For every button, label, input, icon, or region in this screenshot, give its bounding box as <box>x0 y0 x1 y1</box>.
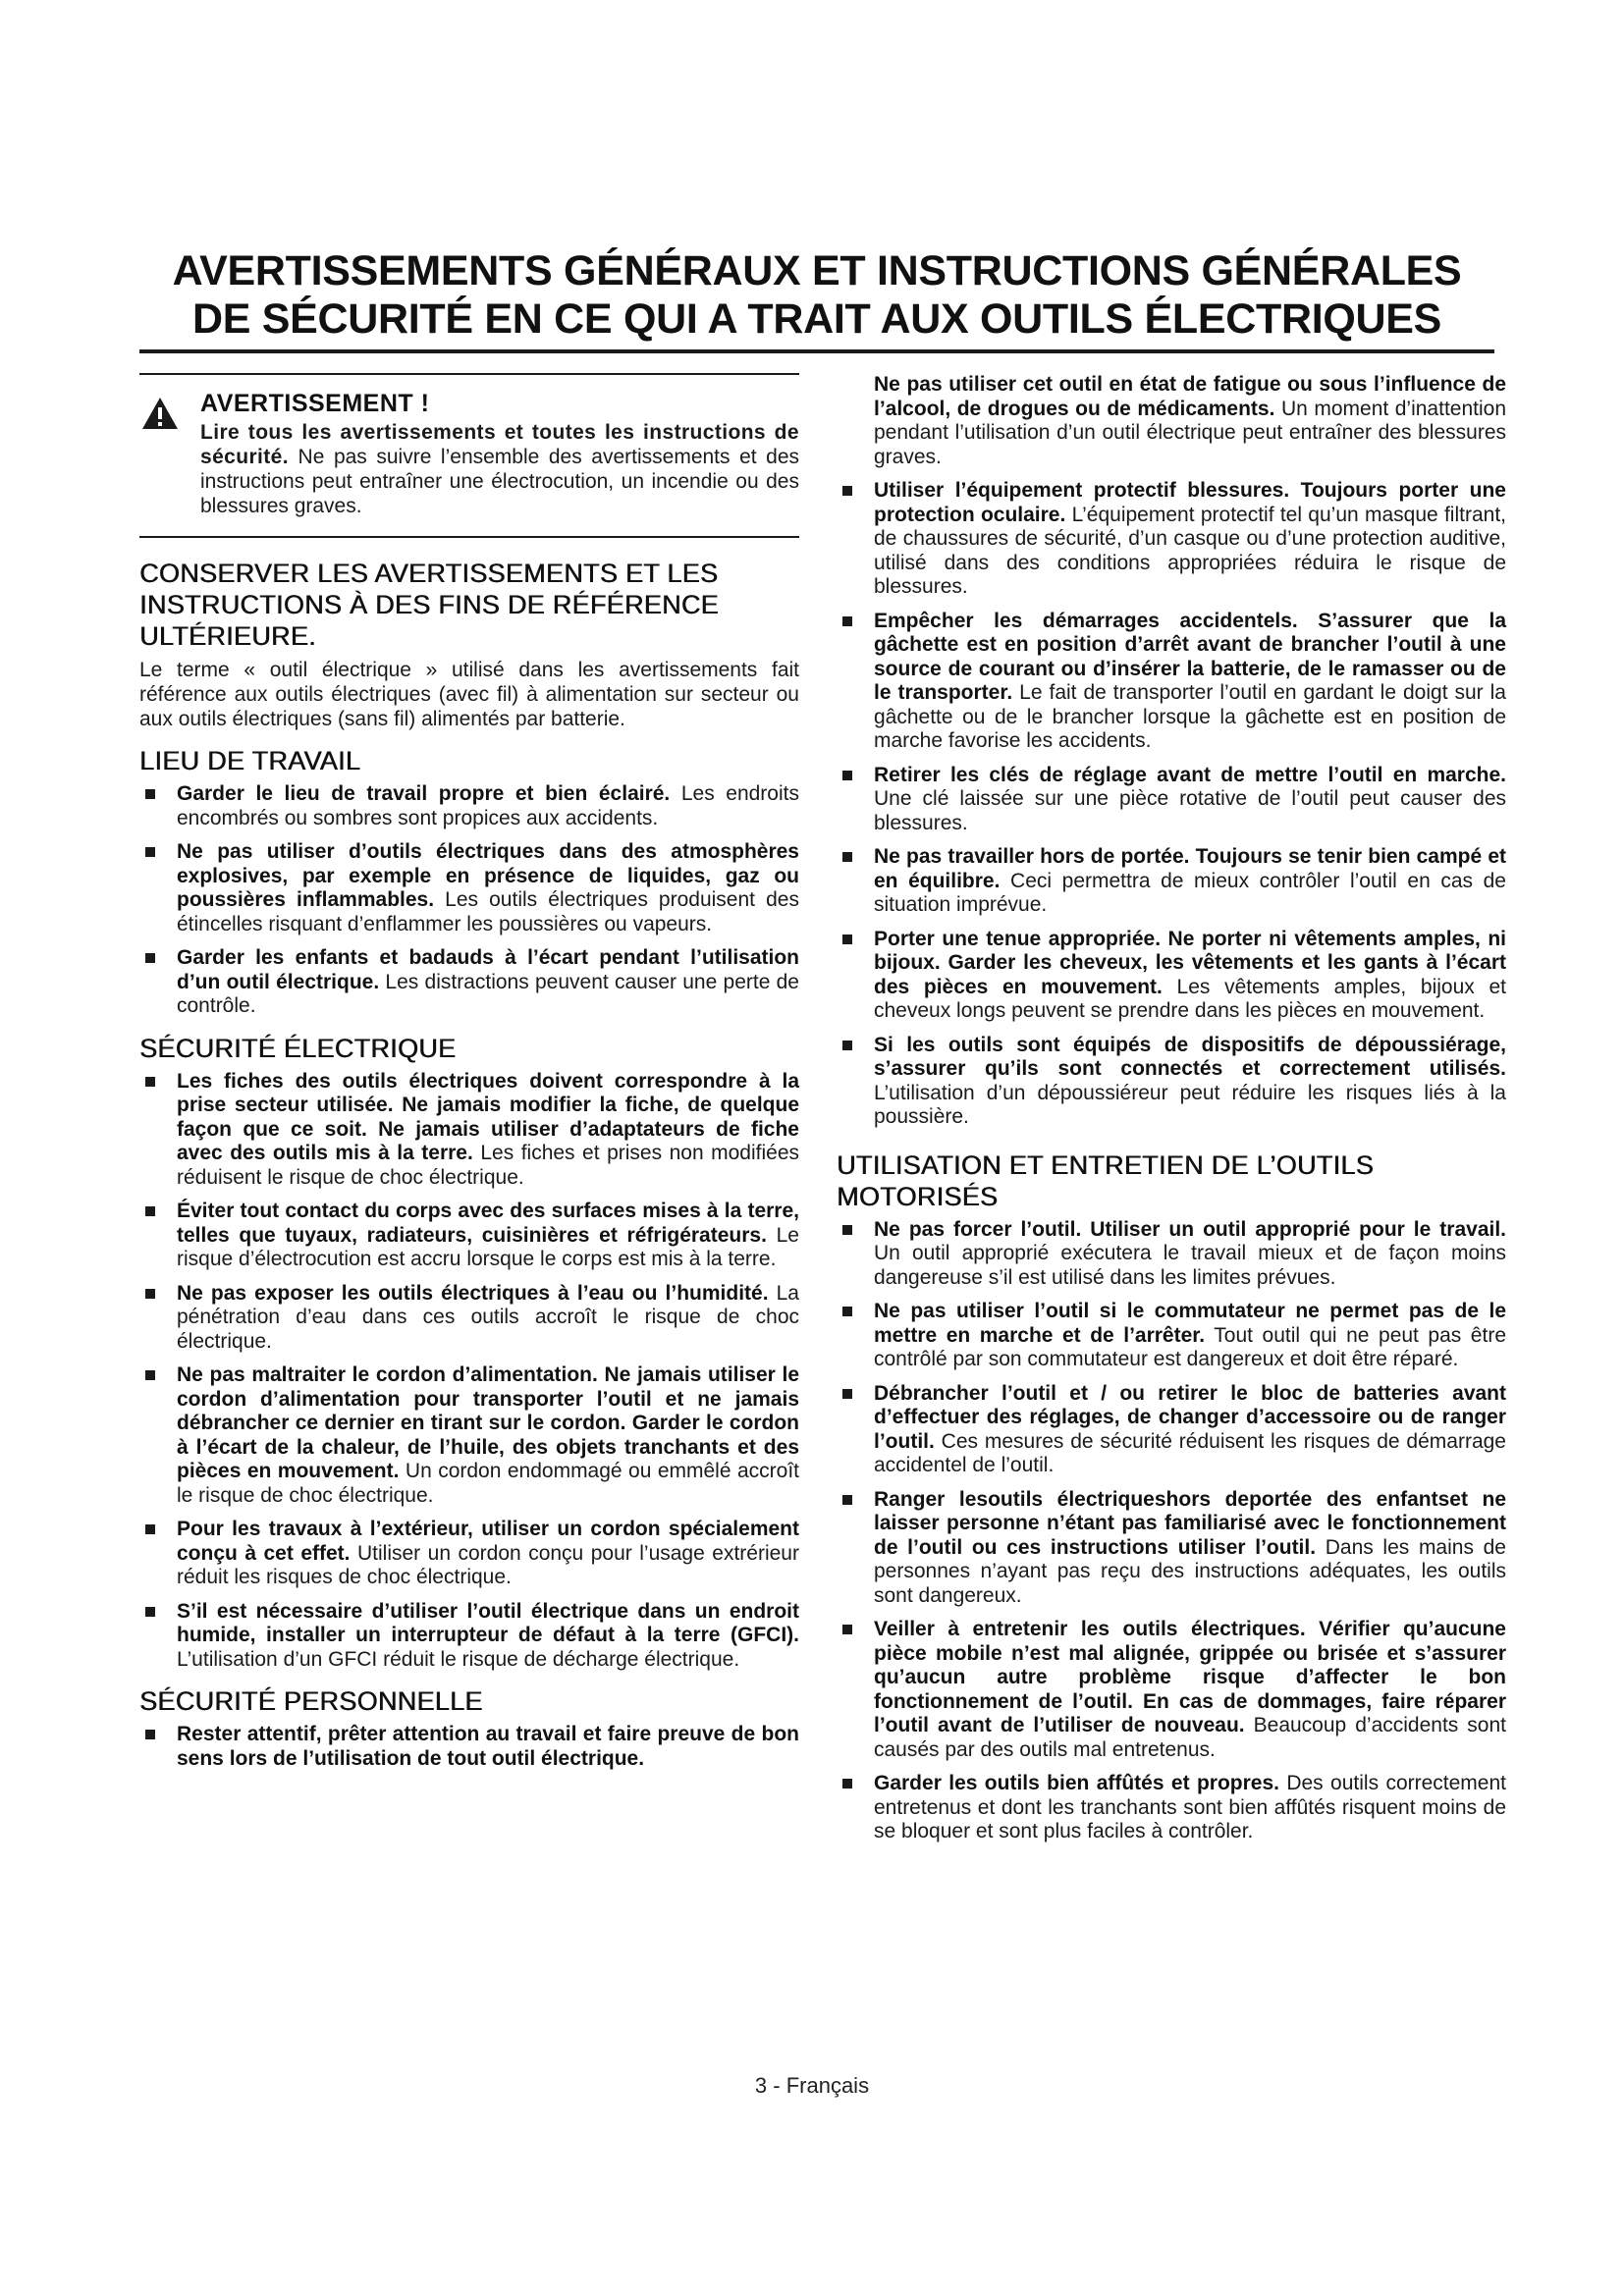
item-text: Des outils correctement entretenus et dont les tranchants sont bien affûtés risquent moins de se bloquer et sont plus faciles à contrôler. <box>874 1772 1506 1842</box>
item-text: Utiliser un cordon conçu pour l’usage extrérieur réduit les risques de choc électrique. <box>177 1541 799 1588</box>
item-bold: Garder les enfants et badauds à l’écart pendant l’utilisation d’un outil électrique. <box>177 946 799 993</box>
list-item <box>139 1363 799 1508</box>
list-item <box>139 1282 799 1355</box>
item-text: Un outil approprié exécutera le travail mieux et de façon moins dangereuse s’il est utilisé dans les limites prévues. <box>874 1242 1506 1289</box>
item-bold: Garder les outils bien affûtés et propres. <box>874 1772 1279 1794</box>
item-bold: Empêcher les démarrages accidentels. S’assurer que la gâchette est en position d’arrêt avant de brancher l’outil à une source de courant ou d’insérer la batterie, de le ramasser ou de le transporter. <box>874 609 1506 704</box>
item-bold: Ne pas maltraiter le cordon d’alimentation. Ne jamais utiliser le cordon d’alimentation pour transporter l’outil et ne jamais débrancher ce dernier en tirant sur le cordon. Garder le cordon à l’écart de la chaleur, de l’huile, des objets tranchants et des pièces en mouvement. <box>177 1363 799 1482</box>
bullet-icon <box>842 852 852 862</box>
item-bold: Ne pas exposer les outils électriques à l’eau ou l’humidité. <box>177 1281 769 1305</box>
section-heading-electrique: SÉCURITÉ ÉLECTRIQUE <box>139 1033 457 1063</box>
item-text: Tout outil qui ne peut pas être contrôlé par son commutateur est dangereux et doit être réparé. <box>874 1323 1506 1370</box>
item-bold: Porter une tenue appropriée. Ne porter ni vêtements amples, ni bijoux. Garder les cheveux, les vêtements et les gants à l’écart des pièces en mouvement. <box>874 927 1506 998</box>
list-utilisation <box>837 1218 1506 1844</box>
item-bold: Si les outils sont équipés de dispositifs de dépoussiérage, s’assurer qu’ils sont connectés et correctement utilisés. <box>874 1033 1506 1080</box>
item-text: Les fiches et prises non modifiées réduisent le risque de choc électrique. <box>177 1142 799 1189</box>
list-item <box>837 479 1506 600</box>
bullet-icon <box>145 789 155 799</box>
bullet-icon <box>145 1077 155 1087</box>
bullet-icon <box>145 847 155 857</box>
item-bold: Ranger lesoutils électriqueshors deportée des enfantset ne laisser personne n’étant pas familiarisé avec le fonctionnement de l’outil ou ces instructions utiliser l’outil. <box>874 1487 1506 1559</box>
item-text: La pénétration d’eau dans ces outils accroît le risque de choc électrique. <box>177 1281 799 1353</box>
item-text: Un cordon endommagé ou emmêlé accroît le risque de choc électrique. <box>177 1460 799 1507</box>
section-heading-personnelle: SÉCURITÉ PERSONNELLE <box>139 1686 483 1716</box>
list-item <box>139 946 799 1019</box>
bullet-icon <box>842 1495 852 1505</box>
page-footer: 3 - Français <box>754 2073 870 2098</box>
list-item <box>837 1034 1506 1130</box>
warning-bottom-rule <box>139 536 799 538</box>
list-item <box>139 1600 799 1673</box>
list-personnelle-continued <box>837 373 1506 1130</box>
bullet-icon <box>842 616 852 626</box>
right-column <box>837 373 1506 1854</box>
bullet-icon <box>145 1206 155 1216</box>
item-text: Les distractions peuvent causer une perte de contrôle. <box>177 970 799 1017</box>
list-item <box>837 1488 1506 1609</box>
item-text: Les endroits encombrés ou sombres sont propices aux accidents. <box>177 782 799 829</box>
item-text: Le fait de transporter l’outil en gardant le doigt sur la gâchette ou de le brancher lorsque la gâchette est en position de marche favorise les accidents. <box>874 681 1506 752</box>
list-item <box>837 1382 1506 1478</box>
bullet-icon <box>145 1730 155 1739</box>
item-text: Dans les mains de personnes n’ayant pas reçu des instructions adéquates, les outils sont dangereux. <box>874 1535 1506 1607</box>
item-bold: Retirer les clés de réglage avant de mettre l’outil en marche. <box>874 763 1506 786</box>
list-item <box>837 1618 1506 1762</box>
page-title <box>139 247 1494 344</box>
section-heading-lieu: LIEU DE TRAVAIL <box>139 746 361 775</box>
list-personnelle <box>139 1723 799 1771</box>
bullet-icon <box>842 1779 852 1789</box>
list-item <box>837 845 1506 918</box>
item-text: Une clé laissée sur une pièce rotative de l’outil peut causer des blessures. <box>874 787 1506 834</box>
item-bold: Ne pas forcer l’outil. Utiliser un outil approprié pour le travail. <box>874 1217 1506 1241</box>
warning-title: AVERTISSEMENT ! <box>200 390 430 417</box>
list-item <box>139 1518 799 1590</box>
item-text: L’utilisation d’un GFCI réduit le risque de décharge électrique. <box>177 1647 740 1671</box>
list-item <box>837 764 1506 836</box>
item-text: Ceci permettra de mieux contrôler l’outil en cas de situation imprévue. <box>874 869 1506 916</box>
item-text: Beaucoup d’accidents sont causés par des outils mal entretenus. <box>874 1714 1506 1761</box>
item-bold: Débrancher l’outil et / ou retirer le bloc de batteries avant d’effectuer des réglages, de changer d’accessoire ou de ranger l’outil. <box>874 1381 1506 1453</box>
item-text: Ces mesures de sécurité réduisent les risques de démarrage accidentel de l’outil. <box>874 1429 1506 1476</box>
item-bold: Ne pas utiliser cet outil en état de fatigue ou sous l’influence de l’alcool, de drogues ou de médicaments. <box>874 373 1506 420</box>
bullet-icon <box>145 1370 155 1380</box>
list-electrique <box>139 1070 799 1673</box>
list-item <box>837 1300 1506 1372</box>
bullet-icon <box>842 1625 852 1634</box>
bullet-icon <box>842 771 852 780</box>
item-bold: Garder le lieu de travail propre et bien éclairé. <box>177 782 671 805</box>
bullet-icon <box>145 1524 155 1534</box>
page-title-line-1: AVERTISSEMENTS GÉNÉRAUX ET INSTRUCTIONS GÉNÉRALES <box>172 247 1462 294</box>
warning-text <box>200 420 799 518</box>
list-item <box>837 928 1506 1024</box>
list-item <box>139 782 799 830</box>
list-item <box>837 1218 1506 1291</box>
warning-body-text: Ne pas suivre l’ensemble des avertissements et des instructions peut entraîner une électrocution, un incendie ou des blessures graves. <box>200 446 799 517</box>
title-rule <box>139 349 1494 353</box>
item-bold: Veiller à entretenir les outils électriques. Vérifier qu’aucune pièce mobile n’est mal alignée, grippée ou brisée et s’assurer qu’aucun autre problème risque d’affecter le bon fonctionnement de l’outil. En cas de dommages, faire réparer l’outil avant de l’utiliser de nouveau. <box>874 1618 1506 1736</box>
item-text: L’utilisation d’un dépoussiéreur peut réduire les risques liés à la poussière. <box>874 1081 1506 1128</box>
conserver-heading: CONSERVER LES AVERTISSEMENTS ET LES INSTRUCTIONS À DES FINS DE RÉFÉRENCE ULTÉRIEURE. <box>139 559 719 651</box>
item-bold: Rester attentif, prêter attention au travail et faire preuve de bon sens lors de l’utilisation de tout outil électrique. <box>177 1723 799 1770</box>
item-bold: Pour les travaux à l’extérieur, utiliser un cordon spécialement conçu à cet effet. <box>177 1518 799 1565</box>
item-text: Un moment d’inattention pendant l’utilisation d’un outil électrique peut entraîner des blessures graves. <box>874 397 1506 468</box>
bullet-icon <box>842 486 852 496</box>
bullet-icon <box>842 934 852 944</box>
item-bold: Les fiches des outils électriques doivent correspondre à la prise secteur utilisée. Ne jamais modifier la fiche, de quelque façon que ce soit. Ne jamais utiliser d’adaptateurs de fiche avec des outils mis à la terre. <box>177 1069 799 1164</box>
bullet-icon <box>145 1607 155 1617</box>
item-bold: Ne pas utiliser d’outils électriques dans des atmosphères explosives, par exemple en présence de liquides, gaz ou poussières inflammables. <box>177 840 799 911</box>
bullet-icon <box>145 1289 155 1299</box>
item-bold: Ne pas utiliser l’outil si le commutateur ne permet pas de le mettre en marche et de l’arrêter. <box>874 1300 1506 1347</box>
item-bold: Éviter tout contact du corps avec des surfaces mises à la terre, telles que tuyaux, radiateurs, cuisinières et réfrigérateurs. <box>177 1200 799 1247</box>
item-text: Les vêtements amples, bijoux et cheveux longs peuvent se prendre dans les pièces en mouvement. <box>874 975 1506 1022</box>
page-title-line-2: DE SÉCURITÉ EN CE QUI A TRAIT AUX OUTILS ÉLECTRIQUES <box>191 295 1442 343</box>
left-column <box>139 373 799 1781</box>
list-item <box>139 840 799 936</box>
warning-box <box>139 375 799 536</box>
conserver-text: Le terme « outil électrique » utilisé dans les avertissements fait référence aux outils électriques (avec fil) à alimentation sur secteur ou aux outils électriques (sans fil) alimentés par batterie. <box>139 659 799 730</box>
list-item <box>139 1070 799 1191</box>
list-lieu <box>139 782 799 1019</box>
bullet-icon <box>842 1041 852 1050</box>
warning-bold-text: Lire tous les avertissements et toutes les instructions de sécurité. <box>200 421 799 468</box>
item-text: Les outils électriques produisent des étincelles risquant d’enflammer les poussières ou vapeurs. <box>177 888 799 935</box>
item-bold: Utiliser l’équipement protectif blessures. Toujours porter une protection oculaire. <box>874 479 1506 526</box>
item-bold: S’il est nécessaire d’utiliser l’outil électrique dans un endroit humide, installer un interrupteur de défaut à la terre (GFCI). <box>177 1599 799 1646</box>
item-text: Le risque d’électrocution est accru lorsque le corps est mis à la terre. <box>177 1223 799 1270</box>
item-text: L’équipement protectif tel qu’un masque filtrant, de chaussures de sécurité, d’un casque ou d’une protection auditive, utilisé dans des conditions appropriées réduira le risque de blessures. <box>874 503 1506 598</box>
bullet-icon <box>842 1307 852 1316</box>
item-bold: Ne pas travailler hors de portée. Toujours se tenir bien campé et en équilibre. <box>874 845 1506 892</box>
bullet-icon <box>842 1389 852 1399</box>
list-item <box>139 1200 799 1272</box>
warning-triangle-icon <box>141 397 179 430</box>
section-heading-utilisation: UTILISATION ET ENTRETIEN DE L’OUTILS MOTORISÉS <box>837 1149 1374 1211</box>
list-item <box>837 1772 1506 1844</box>
bullet-icon <box>842 1225 852 1235</box>
bullet-icon <box>145 953 155 963</box>
list-item <box>139 1723 799 1771</box>
list-item-continued <box>837 373 1506 469</box>
list-item <box>837 610 1506 754</box>
